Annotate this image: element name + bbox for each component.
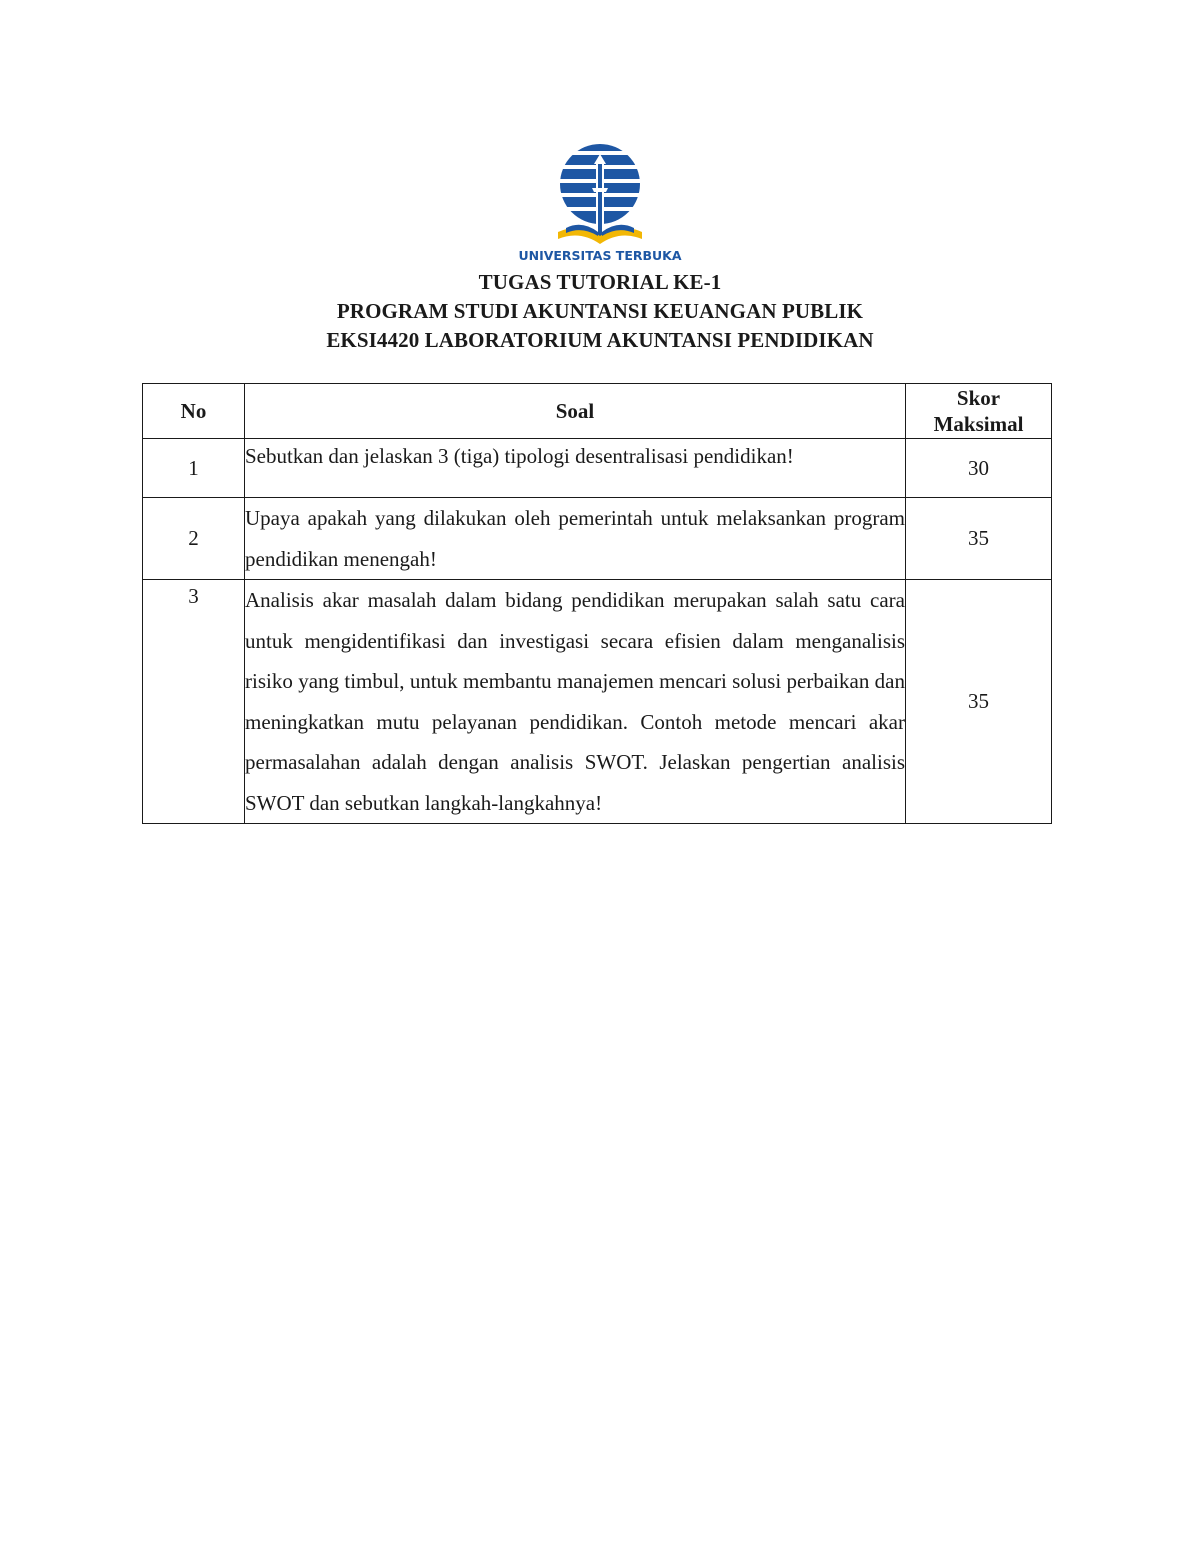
max-score: 35 bbox=[906, 498, 1052, 580]
header-skor bbox=[906, 384, 1052, 439]
document-header bbox=[0, 268, 1200, 355]
table-row bbox=[143, 498, 1052, 580]
question-text: Sebutkan dan jelaskan 3 (tiga) tipologi desentralisasi pendidikan! bbox=[245, 439, 906, 498]
question-text: Upaya apakah yang dilakukan oleh pemerintah untuk melaksankan program pendidikan menengah! bbox=[245, 498, 906, 580]
universitas-terbuka-logo bbox=[510, 140, 690, 264]
header-course: EKSI4420 LABORATORIUM AKUNTANSI PENDIDIKAN bbox=[326, 328, 874, 352]
row-number: 2 bbox=[143, 498, 245, 580]
header-title: TUGAS TUTORIAL KE-1 bbox=[478, 270, 722, 294]
table-row bbox=[143, 580, 1052, 824]
logo-wordmark: UNIVERSITAS TERBUKA bbox=[518, 248, 682, 263]
table-row bbox=[143, 439, 1052, 498]
question-table bbox=[142, 383, 1052, 824]
row-number: 3 bbox=[143, 580, 245, 824]
header-soal: Soal bbox=[245, 384, 906, 439]
header-program: PROGRAM STUDI AKUNTANSI KEUANGAN PUBLIK bbox=[336, 299, 864, 323]
max-score: 30 bbox=[906, 439, 1052, 498]
header-skor-line2: Maksimal bbox=[933, 412, 1024, 436]
header-no: No bbox=[143, 384, 245, 439]
table-header-row bbox=[143, 384, 1052, 439]
header-skor-line1: Skor bbox=[956, 386, 1001, 410]
row-number: 1 bbox=[143, 439, 245, 498]
max-score: 35 bbox=[906, 580, 1052, 824]
question-text: Analisis akar masalah dalam bidang pendidikan merupakan salah satu cara untuk mengidentifikasi dan investigasi secara efisien dalam menganalisis risiko yang timbul, untuk membantu manajemen mencari solusi perbaikan dan meningkatkan mutu pelayanan pendidikan. Contoh metode mencari akar permasalahan adalah dengan analisis SWOT. Jelaskan pengertian analisis SWOT dan sebutkan langkah-langkahnya! bbox=[245, 580, 906, 824]
university-emblem-icon bbox=[510, 140, 690, 264]
